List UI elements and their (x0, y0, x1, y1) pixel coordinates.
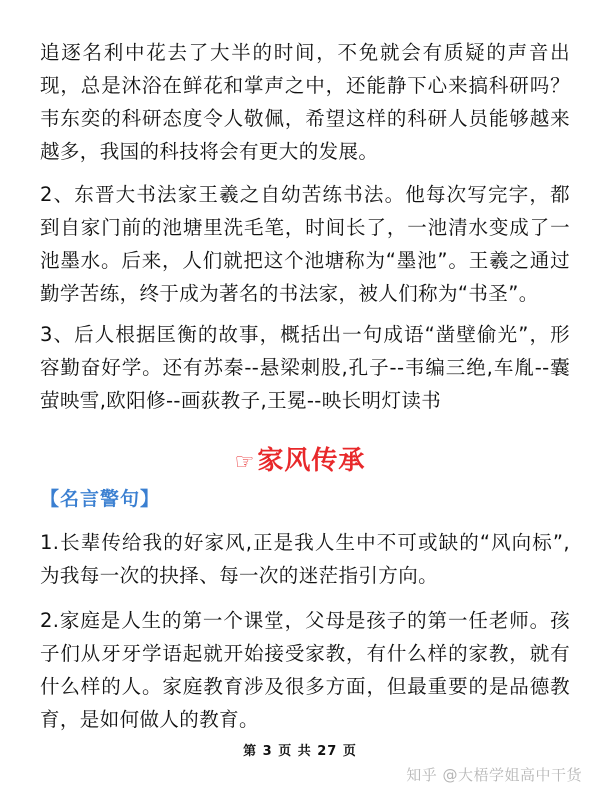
quote-item-2: 2.家庭是人生的第一个课堂，父母是孩子的第一任老师。孩子们从牙牙学语起就开始接受家教，有什么样的家教，就有什么样的人。家庭教育涉及很多方面，但最重要的是品德教育，是如何做人的教育。 (40, 609, 570, 731)
paragraph-kuang-heng: 3、后人根据匡衡的故事，概括出一句成语“凿壁偷光”，形容勤奋好学。还有苏秦--悬梁刺股,孔子--韦编三绝,车胤--囊萤映雪,欧阳修--画荻教子,王冕--映长明灯读书 (40, 323, 570, 412)
section-title-text: 家风传承 (257, 446, 366, 476)
page-number: 第 3 页 共 27 页 (243, 744, 357, 759)
pointing-hand-icon: ☞ (234, 450, 256, 475)
quotes-subheading: 【名言警句】 (40, 488, 161, 510)
quote-item-1: 1.长辈传给我的好家风,正是我人生中不可或缺的“风向标”,为我每一次的抉择、每一次的迷茫指引方向。 (40, 531, 570, 587)
section-title (0, 440, 600, 477)
paragraph-wang-xizhi: 2、东晋大书法家王羲之自幼苦练书法。他每次写完字，都到自家门前的池塘里洗毛笔，时间长了，一池清水变成了一池墨水。后来，人们就把这个池塘称为“墨池”。王羲之通过勤学苦练，终于成为著名的书法家，被人们称为“书圣”。 (40, 183, 570, 305)
watermark: 知乎 @大梧学姐高中干货 (406, 766, 582, 784)
paragraph-scientist: 追逐名利中花去了大半的时间，不免就会有质疑的声音出现，总是沐浴在鲜花和掌声之中，还能静下心来搞科研吗？韦东奕的科研态度令人敬佩，希望这样的科研人员能够越来越多，我国的科技将会有更大的发展。 (40, 41, 570, 163)
